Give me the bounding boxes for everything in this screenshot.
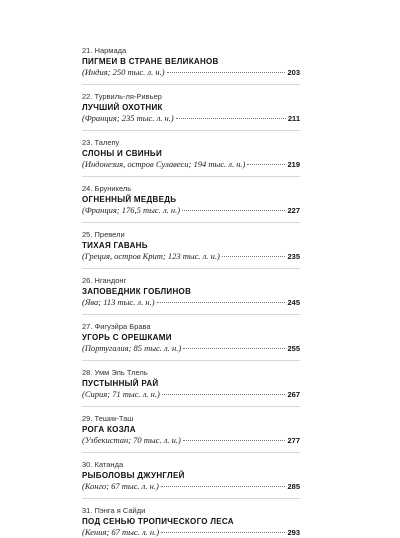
entry-page-number: 235 — [287, 252, 300, 261]
entry-heading — [82, 368, 300, 378]
entry-number: 28. — [82, 368, 93, 377]
entry-title: ЗАПОВЕДНИК ГОБЛИНОВ — [82, 287, 192, 296]
entry-location: Пэнга я Сайди — [94, 506, 146, 515]
entry-heading — [82, 138, 300, 148]
toc-entry-29 — [82, 414, 300, 453]
entry-subtitle-line — [82, 113, 300, 124]
entry-subtitle-line — [82, 435, 300, 446]
entry-heading — [82, 506, 300, 516]
dot-leader — [176, 118, 286, 119]
entry-page-number: 267 — [287, 390, 300, 399]
entry-number: 30. — [82, 460, 93, 469]
entry-subtitle: (Индия; 250 тыс. л. н.) — [82, 67, 165, 77]
toc-entry-27 — [82, 322, 300, 361]
entry-number: 27. — [82, 322, 93, 331]
divider — [82, 84, 300, 85]
entry-location: Турвиль-ля-Ривьер — [94, 92, 162, 101]
entry-page-number: 227 — [287, 206, 300, 215]
toc-entry-28 — [82, 368, 300, 407]
entry-page-number: 203 — [287, 68, 300, 77]
entry-subtitle-line — [82, 527, 300, 538]
entry-title: ПОД СЕНЬЮ ТРОПИЧЕСКОГО ЛЕСА — [82, 517, 234, 526]
entry-page-number: 293 — [287, 528, 300, 537]
entry-subtitle: (Узбекистан; 70 тыс. л. н.) — [82, 435, 181, 445]
entry-page-number: 245 — [287, 298, 300, 307]
divider — [82, 268, 300, 269]
table-of-contents — [82, 46, 300, 538]
entry-number: 22. — [82, 92, 93, 101]
entry-number: 26. — [82, 276, 93, 285]
divider — [82, 406, 300, 407]
entry-location: Катанда — [94, 460, 124, 469]
entry-page-number: 219 — [287, 160, 300, 169]
entry-title: РЫБОЛОВЫ ДЖУНГЛЕЙ — [82, 471, 185, 480]
dot-leader — [161, 486, 286, 487]
entry-subtitle: (Индонезия, остров Сулавеси; 194 тыс. л. н.) — [82, 159, 246, 169]
entry-subtitle-line — [82, 389, 300, 400]
entry-heading — [82, 414, 300, 424]
entry-subtitle: (Франция; 235 тыс. л. н.) — [82, 113, 174, 123]
entry-subtitle: (Франция; 176,5 тыс. л. н.) — [82, 205, 181, 215]
entry-subtitle: (Греция, остров Крит; 123 тыс. л. н.) — [82, 251, 220, 261]
entry-title: УГОРЬ С ОРЕШКАМИ — [82, 333, 172, 342]
entry-number: 31. — [82, 506, 93, 515]
entry-heading — [82, 322, 300, 332]
entry-subtitle-line — [82, 67, 300, 78]
toc-entry-31 — [82, 506, 300, 538]
dot-leader — [247, 164, 285, 165]
entry-title: ТИХАЯ ГАВАНЬ — [82, 241, 148, 250]
entry-subtitle-line — [82, 205, 300, 216]
entry-subtitle-line — [82, 343, 300, 354]
divider — [82, 314, 300, 315]
entry-location: Тешик-Таш — [94, 414, 134, 423]
entry-subtitle-line — [82, 251, 300, 262]
entry-location: Нармада — [94, 46, 127, 55]
entry-title: ПУСТЫННЫЙ РАЙ — [82, 379, 159, 388]
entry-page-number: 285 — [287, 482, 300, 491]
divider — [82, 222, 300, 223]
dot-leader — [162, 394, 286, 395]
toc-entry-21 — [82, 46, 300, 85]
entry-subtitle-line — [82, 297, 300, 308]
entry-subtitle: (Конго; 67 тыс. л. н.) — [82, 481, 159, 491]
entry-title: ПИГМЕИ В СТРАНЕ ВЕЛИКАНОВ — [82, 57, 219, 66]
entry-heading — [82, 46, 300, 56]
entry-subtitle-line — [82, 481, 300, 492]
entry-location: Нгандонг — [94, 276, 127, 285]
dot-leader — [167, 72, 286, 73]
dot-leader — [183, 440, 286, 441]
entry-subtitle: (Ява; 113 тыс. л. н.) — [82, 297, 155, 307]
entry-number: 24. — [82, 184, 93, 193]
toc-entry-22 — [82, 92, 300, 131]
entry-heading — [82, 230, 300, 240]
entry-title: ОГНЕННЫЙ МЕДВЕДЬ — [82, 195, 177, 204]
divider — [82, 452, 300, 453]
entry-number: 21. — [82, 46, 93, 55]
entry-subtitle-line — [82, 159, 300, 170]
divider — [82, 360, 300, 361]
entry-number: 29. — [82, 414, 93, 423]
entry-page-number: 255 — [287, 344, 300, 353]
entry-title: РОГА КОЗЛА — [82, 425, 136, 434]
entry-title: ЛУЧШИЙ ОХОТНИК — [82, 103, 163, 112]
entry-title: СЛОНЫ И СВИНЬИ — [82, 149, 163, 158]
entry-heading — [82, 460, 300, 470]
entry-page-number: 211 — [287, 114, 300, 123]
divider — [82, 176, 300, 177]
entry-location: Бруникель — [94, 184, 132, 193]
entry-location: Превели — [94, 230, 125, 239]
entry-heading — [82, 276, 300, 286]
entry-number: 25. — [82, 230, 93, 239]
entry-page-number: 277 — [287, 436, 300, 445]
entry-subtitle: (Сирия; 71 тыс. л. н.) — [82, 389, 160, 399]
entry-location: Талепу — [94, 138, 120, 147]
dot-leader — [157, 302, 286, 303]
toc-entry-24 — [82, 184, 300, 223]
toc-entry-26 — [82, 276, 300, 315]
entry-heading — [82, 184, 300, 194]
entry-number: 23. — [82, 138, 93, 147]
toc-entry-23 — [82, 138, 300, 177]
entry-heading — [82, 92, 300, 102]
toc-entry-25 — [82, 230, 300, 269]
dot-leader — [222, 256, 286, 257]
entry-subtitle: (Кения; 67 тыс. л. н.) — [82, 527, 160, 537]
entry-location: Фигуэйра Брава — [94, 322, 151, 331]
toc-entry-30 — [82, 460, 300, 499]
entry-subtitle: (Португалия; 85 тыс. л. н.) — [82, 343, 182, 353]
dot-leader — [182, 210, 285, 211]
dot-leader — [183, 348, 285, 349]
divider — [82, 130, 300, 131]
entry-location: Умм Эль Тлель — [94, 368, 148, 377]
divider — [82, 498, 300, 499]
dot-leader — [161, 532, 285, 533]
